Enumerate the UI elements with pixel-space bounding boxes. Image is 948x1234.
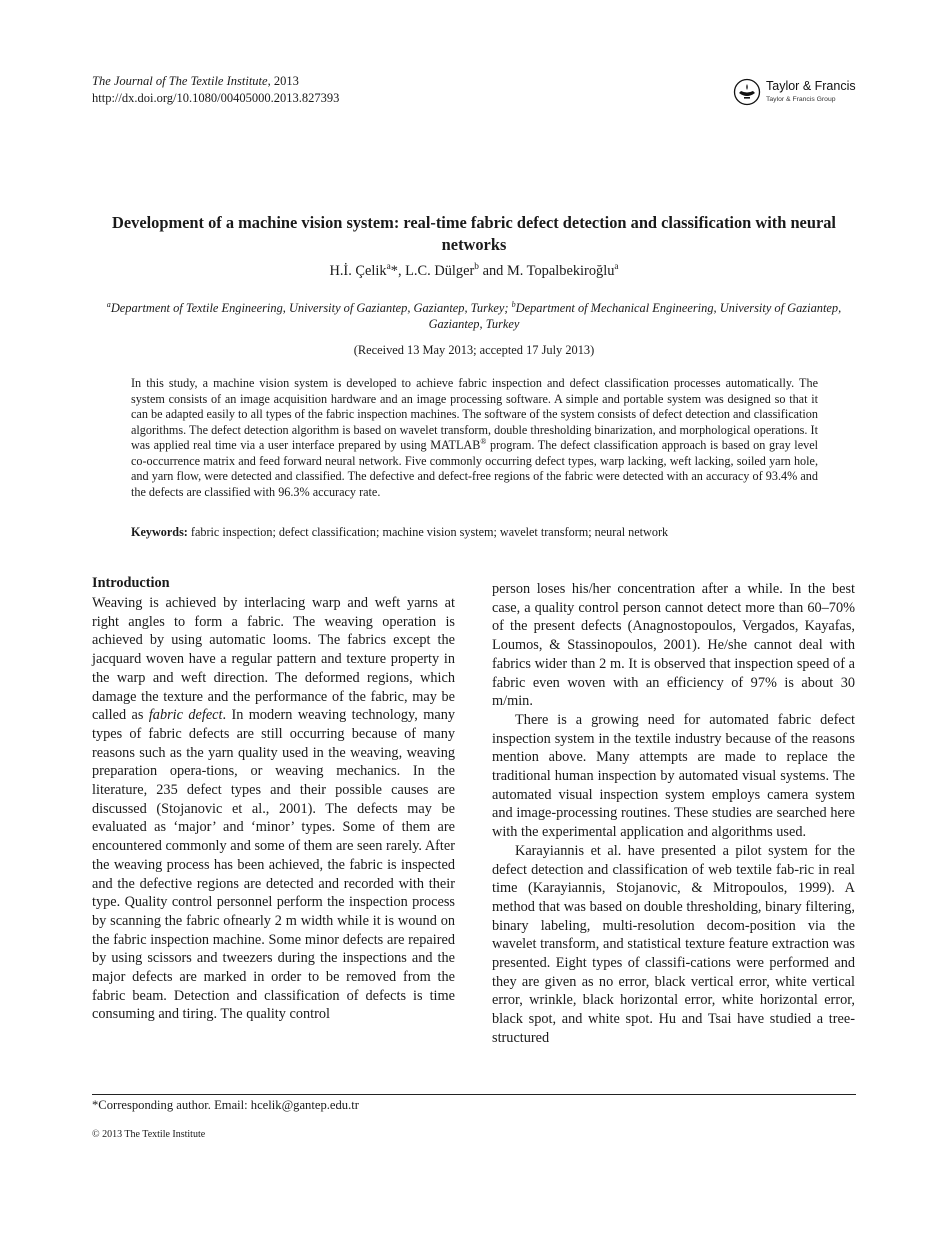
journal-name: The Journal of The Textile Institute	[92, 74, 268, 88]
affil-b-mark: b	[511, 299, 516, 309]
author-1-suffix: *,	[390, 263, 406, 279]
paragraph	[92, 594, 455, 1024]
paragraph: There is a growing need for automated fabric defect inspection system in the textile industry because of the reasons mention above. Many attempts are made to replace the traditional human inspection by automated visual systems. The automated visual inspection system employs camera system and image-processing routines. These studies are searched here with the experimental application and algorithms used.	[492, 711, 855, 841]
author-2-suffix: and	[478, 263, 507, 279]
abstract	[131, 376, 818, 500]
keywords-list: fabric inspection; defect classification; machine vision system; wavelet transform; neural network	[187, 525, 669, 539]
affil-a-mark: a	[106, 299, 111, 309]
affil-a: Department of Textile Engineering, University of Gaziantep, Gaziantep, Turkey;	[110, 301, 512, 315]
author-2-affil: b	[474, 262, 479, 273]
article-title: Development of a machine vision system: real-time fabric defect detection and classification with neural networks	[112, 213, 836, 254]
lamp-logo-icon	[733, 78, 761, 106]
journal-citation	[92, 73, 339, 90]
affil-b: Department of Mechanical Engineering, University of Gaziantep, Gaziantep, Turkey	[428, 301, 842, 331]
author-3: M. Topalbekiroğlu	[506, 263, 615, 279]
footnote-divider	[92, 1094, 856, 1095]
publisher-group: Taylor & Francis Group	[766, 96, 836, 103]
received-dates: (Received 13 May 2013; accepted 17 July 2013)	[353, 343, 595, 357]
keywords	[131, 525, 818, 541]
author-1: H.İ. Çelik	[329, 263, 387, 279]
emphasis-term: fabric defect	[148, 707, 223, 724]
section-heading-introduction: Introduction	[92, 575, 170, 591]
author-list	[92, 262, 856, 280]
right-column	[492, 580, 855, 1048]
journal-header	[92, 73, 339, 107]
abstract-text-2: program. The defect classification approach is based on gray level co-occurrence matrix and feed forward neural network. Five commonly occurring defect types, warp lacking, weft lacking, soiled yarn hole, and yarn flow, were detected and classified. The defective and defect-free regions of the fabric were detected with an accuracy of 93.4% and the defects are classified with 96.3% accuracy rate.	[131, 438, 818, 499]
author-2: L.C. Dülger	[405, 263, 475, 279]
copyright-notice: © 2013 The Textile Institute	[92, 1129, 206, 1140]
paragraph-text: Weaving is achieved by interlacing warp and weft yarns at right angles to form a fabric. The weaving operation is achieved by using automatic looms. The fabrics except the jacquard woven have a regular pattern and texture property in the warp and weft direction. The deformed regions, which damage the texture and the performance of the fabric, may be called as	[92, 595, 455, 724]
doi-link[interactable]: http://dx.doi.org/10.1080/00405000.2013.827393	[92, 91, 340, 105]
paragraph-text: . In modern weaving technology, many types of fabric defects are still occurring because of many reasons such as the yarn quality used in the weaving, weaving preparation opera-tions, or weaving mechanics. In the literature, 235 defect types and their possible causes are discussed (Stojanovic et al., 2001). The defects may be evaluated as ‘major’ and ‘minor’ types. Some of them are encountered commonly and some of them are seen rarely. After the weaving process has been achieved, the fabric is inspected and the defective regions are detected and recorded with their type. Quality control personnel perform the inspection process by scanning the fabric ofnearly 2 m width while it is wound on the fabric inspection machine. Some minor defects are repaired by using scissors and tweezers during the inspections and the major defects are marked in order to be removed from the fabric beam. Detection and classification of defects is time consuming and tiring. The quality control	[92, 707, 456, 1023]
abstract-text-1: In this study, a machine vision system is developed to achieve fabric inspection and defect classification processes automatically. The system consists of an image acquisition hardware and an image processing software. A simple and portable system was designed so that it can be adapted easily to all types of the fabric inspection machines. The software of the system consists of defect detection and classification algorithms. The defect detection algorithm is based on wavelet transform, double thresholding binarization, and morphological operations. It was applied real time via a user interface prepared by using MATLAB	[131, 376, 818, 452]
registered-mark: ®	[480, 436, 487, 446]
corresponding-author-note: *Corresponding author. Email: hcelik@gantep.edu.tr	[92, 1098, 359, 1112]
author-3-affil: a	[614, 262, 619, 273]
publisher-logo	[733, 76, 873, 110]
journal-year: , 2013	[267, 74, 299, 88]
paragraph: Karayiannis et al. have presented a pilot system for the defect detection and classification of web textile fab-ric in real time (Karayiannis, Stojanovic, & Mitropoulos, 1999). A method that was based on double thresholding, binary filtering, binary labeling, multi-resolution decom-position via the wavelet transform, and statistical texture feature extraction was presented. Eight types of classifi-cations were performed and they are given as no error, black vertical error, white vertical error, wrinkle, black horizontal error, white horizontal error, black spot, and white spot. Hu and Tsai have studied a tree-structured	[492, 842, 855, 1046]
paragraph: person loses his/her concentration after a while. In the best case, a quality control person cannot detect more than 60–70% of the present defects (Anagnostopoulos, Vergados, Kayafas, Loumos, & Stassinopoulos, 2001). He/she cannot deal with fabrics wider than 2 m. It is observed that inspection speed of a fabric even woven with an efficiency of 97% is about 30 m/min.	[492, 581, 855, 710]
author-1-affil: a	[386, 262, 391, 273]
keywords-label: Keywords:	[131, 525, 188, 539]
publisher-name: Taylor & Francis	[766, 79, 856, 93]
left-column	[92, 574, 455, 1024]
affiliations	[92, 300, 856, 332]
